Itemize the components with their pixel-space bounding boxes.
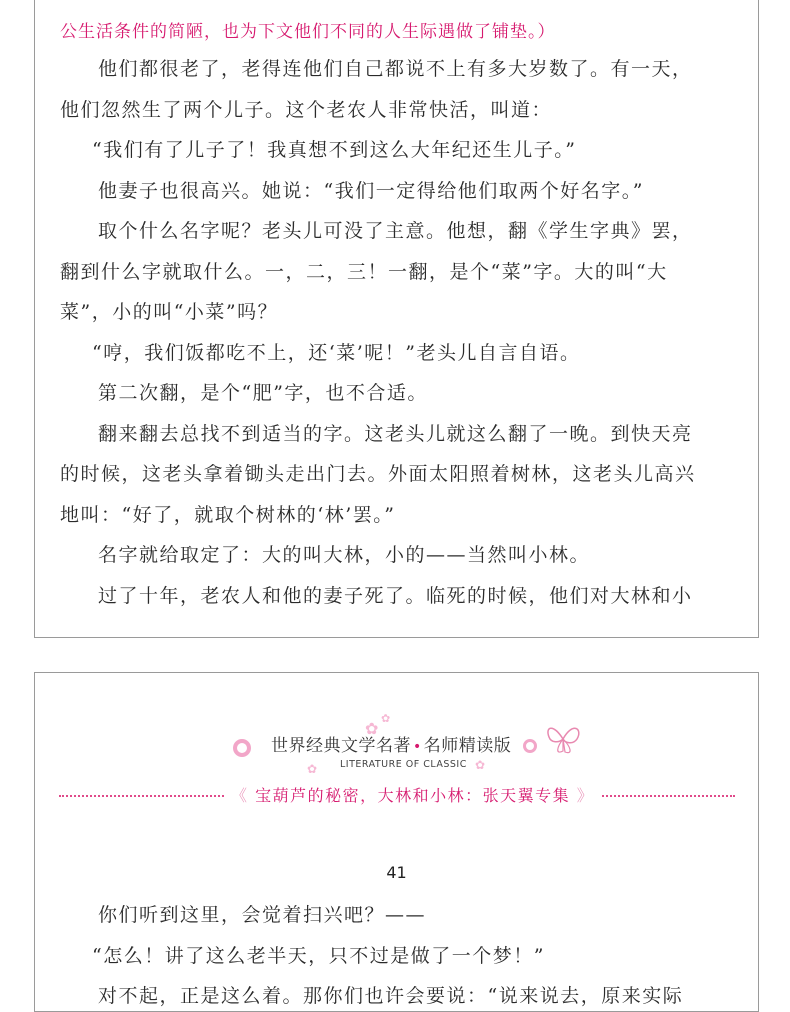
butterfly-icon	[543, 719, 583, 759]
right-quote-mark: 》	[570, 786, 595, 805]
page-body-text	[60, 49, 740, 616]
text-line: 翻来翻去总找不到适当的字。这老头儿就这么翻了一晚。到快天亮	[98, 422, 693, 445]
series-subtitle: LITERATURE OF CLASSIC	[340, 759, 467, 770]
flower-icon: ✿	[475, 758, 486, 772]
text-line: 他妻子也很高兴。她说：“我们一定得给他们取两个好名字。”	[98, 179, 644, 202]
text-line: 你们听到这里，会觉着扫兴吧？——	[98, 904, 427, 926]
text-line: 对不起，正是这么着。那你们也许会要说：“说来说去，原来实际	[98, 985, 684, 1007]
series-title-text: 世界经典文学名著	[271, 736, 411, 756]
text-line: “怎么！讲了这么老半天，只不过是做了一个梦！”	[92, 944, 545, 967]
book-title-band	[225, 783, 600, 806]
page-body-text	[60, 895, 740, 1012]
flower-icon: ✿	[381, 712, 391, 725]
text-line: 菜”，小的叫“小菜”吗？	[60, 301, 279, 323]
text-line: 他们都很老了，老得连他们自己都说不上有多大岁数了。有一天，	[98, 58, 693, 80]
page-header	[35, 673, 758, 813]
left-quote-mark: 《	[231, 786, 256, 805]
text-line: 的时候，这老头拿着锄头走出门去。外面太阳照着树林，这老头儿高兴	[60, 463, 696, 485]
book-page-top	[34, 0, 759, 638]
flower-icon: ✿	[307, 762, 318, 776]
series-title	[271, 731, 511, 756]
text-line: 地叫：“好了，就取个树林的‘林’罢。”	[60, 503, 396, 526]
text-line: “哼，我们饭都吃不上，还‘菜’呢！”老头儿自言自语。	[92, 341, 581, 364]
annotation-note: 公生活条件的简陋，也为下文他们不同的人生际遇做了铺垫。）	[60, 22, 556, 42]
flower-icon: ✿	[365, 719, 379, 738]
book-title-text: 宝葫芦的秘密，大林和小林：张天翼专集	[255, 786, 571, 805]
series-edition-text: 名师精读版	[423, 736, 512, 756]
book-page-bottom	[34, 672, 759, 1012]
text-line: 第二次翻，是个“肥”字，也不合适。	[98, 382, 428, 404]
text-line: 翻到什么字就取什么。一，二，三！一翻，是个“菜”字。大的叫“大	[60, 260, 668, 283]
separator-dot: •	[413, 739, 422, 755]
text-line: “我们有了儿子了！我真想不到这么大年纪还生儿子。”	[92, 139, 577, 161]
text-line: 他们忽然生了两个儿子。这个老农人非常快活，叫道：	[60, 98, 553, 121]
page-number: 41	[386, 863, 407, 882]
text-line: 过了十年，老农人和他的妻子死了。临死的时候，他们对大林和小	[98, 584, 693, 607]
text-line: 取个什么名字呢？老头儿可没了主意。他想，翻《学生字典》罢，	[98, 220, 693, 242]
text-line: 名字就给取定了：大的叫大林，小的——当然叫小林。	[98, 544, 591, 566]
dotted-divider-left	[59, 795, 239, 797]
circle-icon	[523, 739, 537, 753]
circle-icon	[233, 739, 251, 757]
